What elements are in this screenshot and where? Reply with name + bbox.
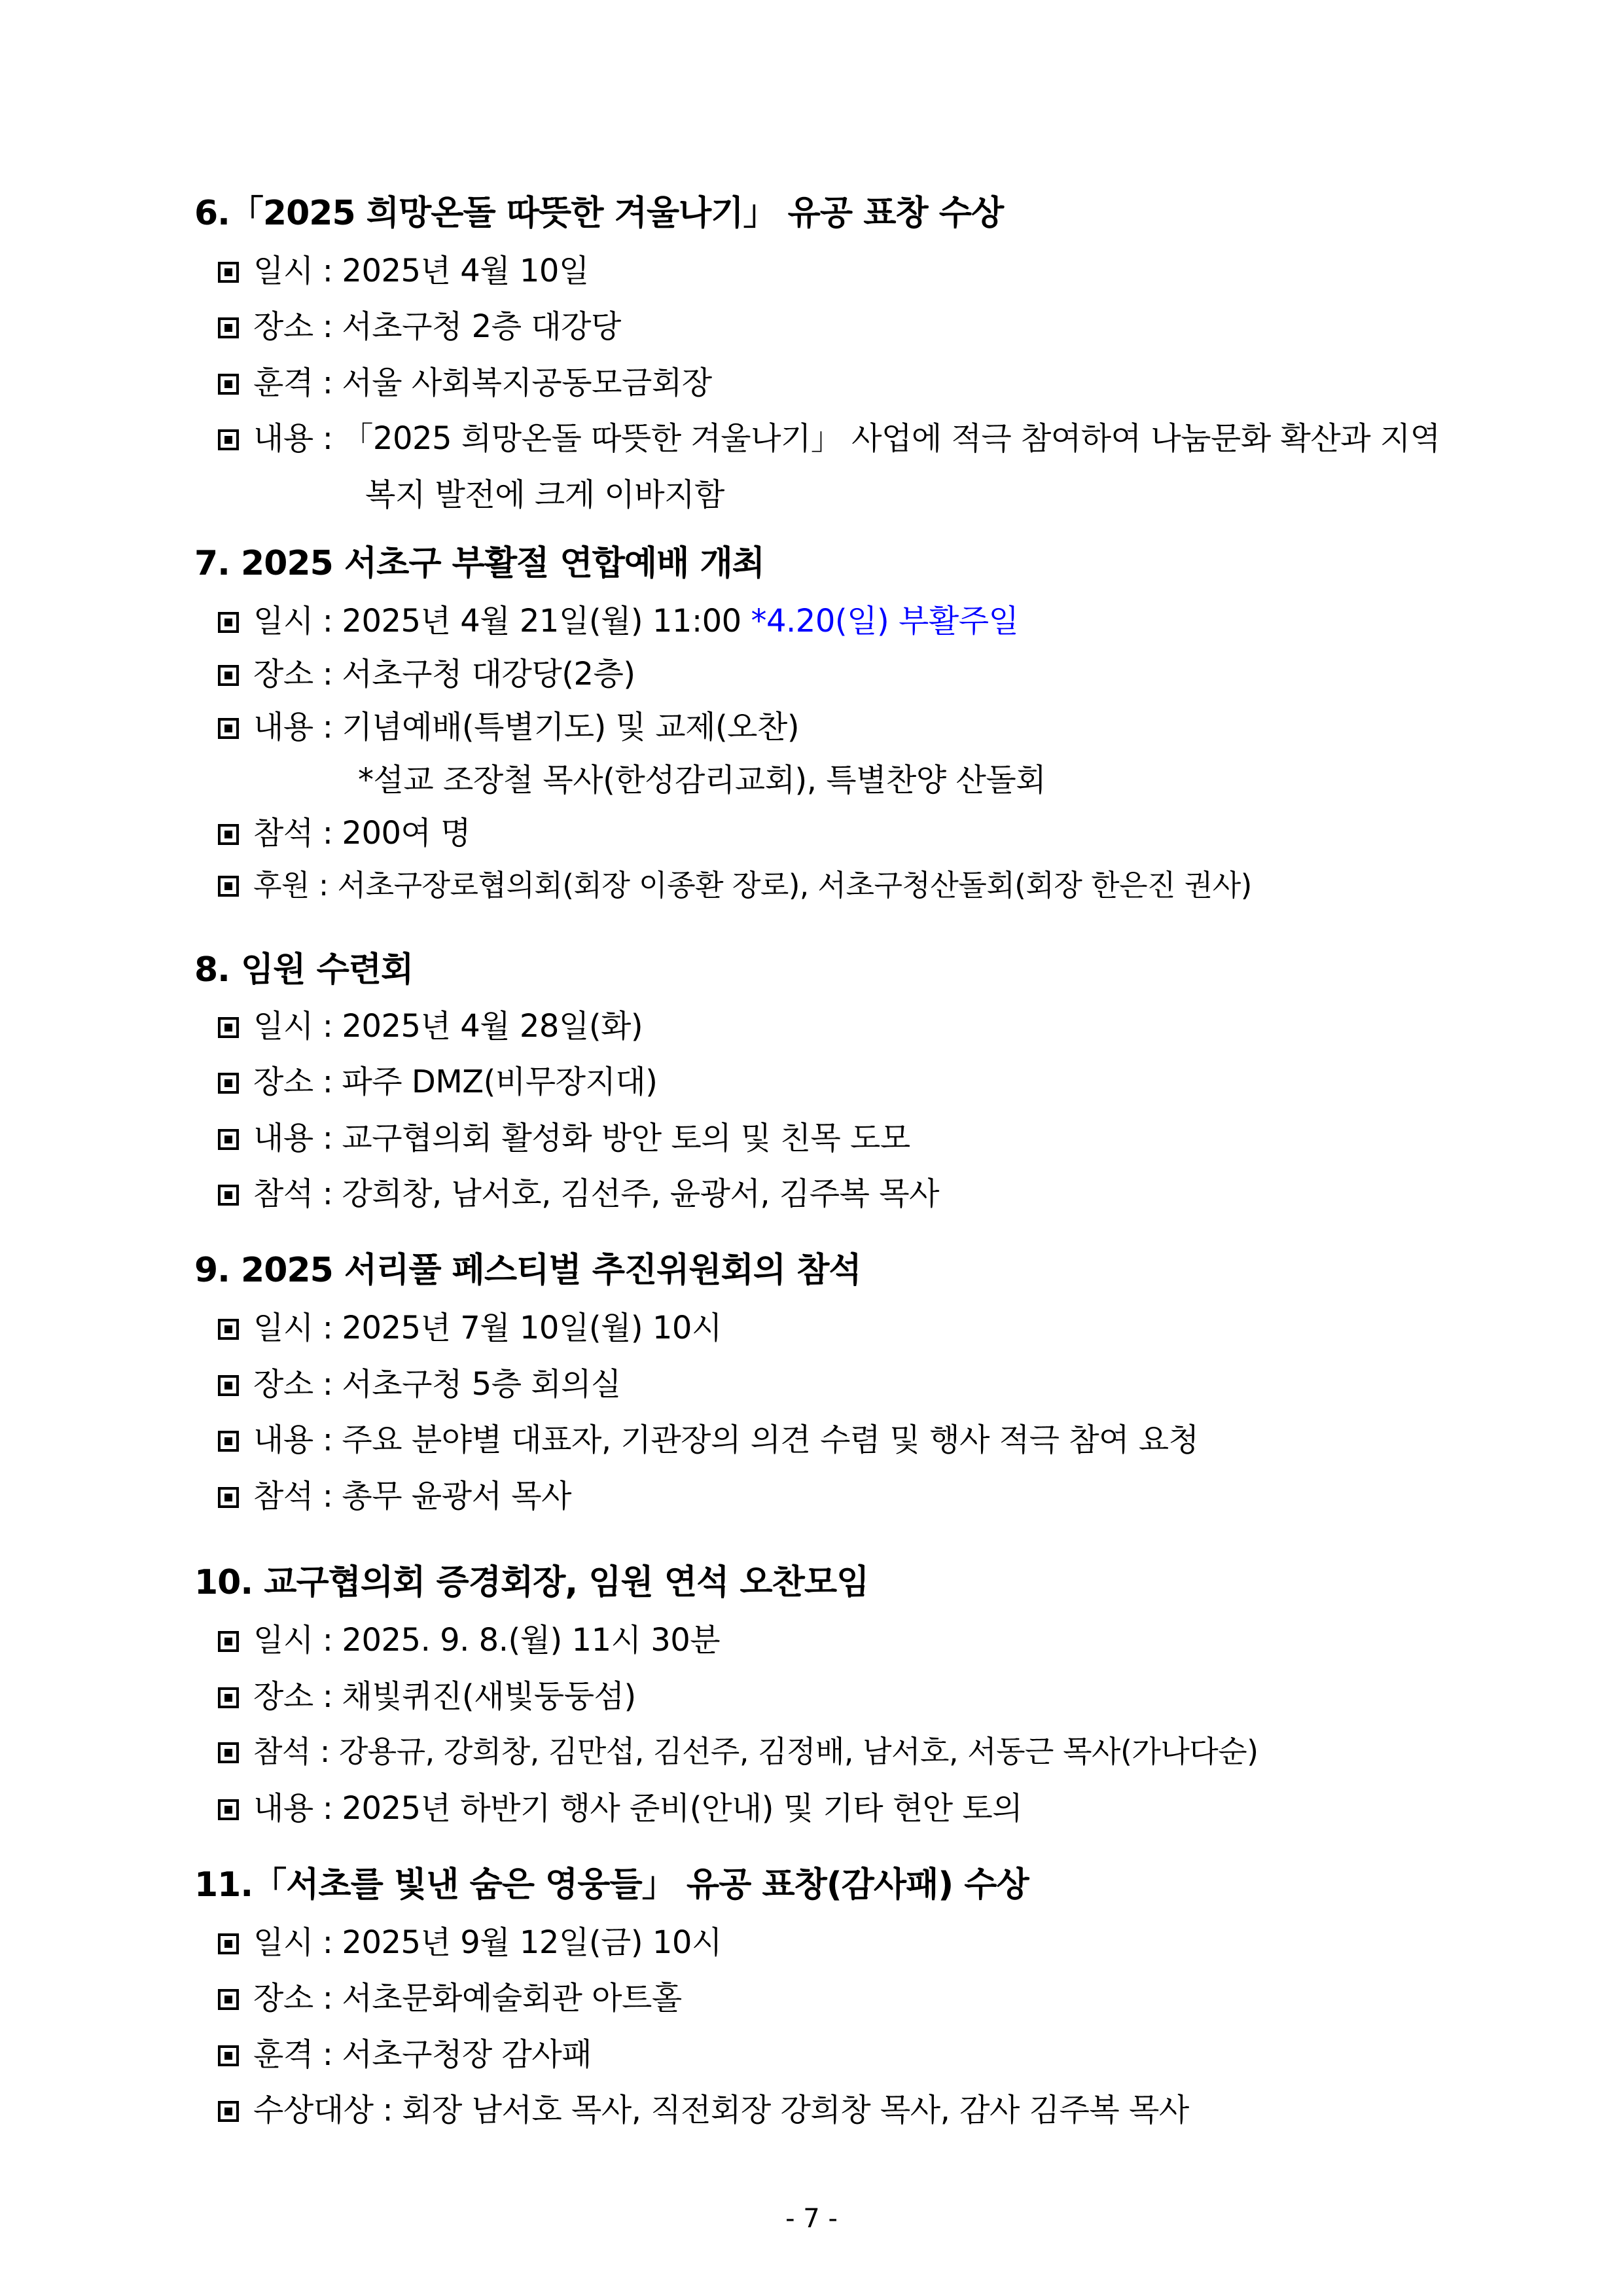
item-label: 장소: [253, 1064, 313, 1100]
item-label: 일시: [253, 1310, 313, 1346]
section-11-title: 11.「서초를 빛낸 숨은 영웅들」 유공 표창(감사패) 수상: [194, 1865, 1029, 1905]
list-item: 장소 : 서초구청 대강당(2층): [218, 658, 635, 690]
list-item: 장소 : 채빛퀴진(새빛둥둥섬): [218, 1681, 636, 1712]
item-label: 장소: [253, 1980, 313, 2017]
item-label: 일시: [253, 1622, 313, 1659]
bullet-icon: [218, 612, 239, 633]
bullet-icon: [218, 2045, 239, 2066]
item-label: 내용: [253, 1120, 313, 1157]
bullet-icon: [218, 1375, 239, 1396]
item-value: 채빛퀴진(새빛둥둥섬): [342, 1678, 636, 1715]
bullet-icon: [218, 429, 239, 450]
bullet-icon: [218, 1631, 239, 1652]
section-8-title: 8. 임원 수련회: [194, 950, 414, 990]
list-item: 참석 : 총무 윤광서 목사: [218, 1480, 571, 1512]
bullet-icon: [218, 1742, 239, 1763]
item-label: 수상대상: [253, 2092, 374, 2128]
section-9-title: 9. 2025 서리풀 페스티벌 추진위원회의 참석: [194, 1251, 861, 1290]
item-label: 장소: [253, 656, 313, 692]
list-item: 후원 : 서초구장로협의회(회장 이종환 장로), 서초구청산돌회(회장 한은진 권사): [218, 870, 1252, 900]
bullet-icon: [218, 1989, 239, 2010]
item-value: 주요 분야별 대표자, 기관장의 의견 수렴 및 행사 적극 참여 요청: [342, 1422, 1199, 1458]
list-item: 장소 : 파주 DMZ(비무장지대): [218, 1066, 657, 1098]
item-label: 내용: [253, 709, 313, 745]
list-item: 참석 : 200여 명: [218, 817, 471, 849]
section-7-title: 7. 2025 서초구 부활절 연합예배 개최: [194, 544, 764, 583]
item-label: 일시: [253, 1924, 313, 1961]
list-item: 장소 : 서초문화예술회관 아트홀: [218, 1982, 682, 2014]
item-label: 참석: [253, 815, 313, 852]
item-label: 일시: [253, 253, 313, 289]
item-value: 서초구청 5층 회의실: [342, 1366, 621, 1403]
item-label: 내용: [253, 1790, 313, 1827]
item-value: 기념예배(특별기도) 및 교제(오찬): [342, 709, 800, 745]
bullet-icon: [218, 1319, 239, 1340]
bullet-icon: [218, 317, 239, 338]
item-value: 강용규, 강희창, 김만섭, 김선주, 김정배, 남서호, 서동근 목사(가나다순): [338, 1734, 1258, 1769]
section-6-title: 6.「2025 희망온돌 따뜻한 겨울나기」 유공 표창 수상: [194, 194, 1004, 233]
list-item: 내용 : 주요 분야별 대표자, 기관장의 의견 수렴 및 행사 적극 참여 요청: [218, 1424, 1198, 1456]
list-item: 참석 : 강희창, 남서호, 김선주, 윤광서, 김주복 목사: [218, 1178, 939, 1210]
list-item: 훈격 : 서울 사회복지공동모금회장: [218, 367, 712, 399]
item-value: 서초구청장 감사패: [342, 2036, 592, 2073]
list-item: 일시 : 2025. 9. 8.(월) 11시 30분: [218, 1624, 720, 1656]
item-value: 총무 윤광서 목사: [342, 1478, 572, 1515]
item-value: 2025년 7월 10일(월) 10시: [342, 1310, 722, 1346]
item-label: 장소: [253, 1366, 313, 1403]
bullet-icon: [218, 2101, 239, 2122]
item-label: 참석: [253, 1478, 313, 1515]
list-item: 내용 : 「2025 희망온돌 따뜻한 겨울나기」 사업에 적극 참여하여 나눔문화 확산과 지역: [218, 423, 1440, 454]
item-continuation: *설교 조장철 목사(한성감리교회), 특별찬양 산돌회: [358, 762, 1046, 798]
item-value: 2025년 4월 28일(화): [342, 1008, 643, 1045]
item-value: 서초구청 대강당(2층): [342, 656, 635, 692]
bullet-icon: [218, 1073, 239, 1094]
list-item: 수상대상 : 회장 남서호 목사, 직전회장 강희창 목사, 감사 김주복 목사: [218, 2094, 1189, 2126]
item-label: 훈격: [253, 365, 313, 401]
list-item: 내용 : 교구협의회 활성화 방안 토의 및 친목 도모: [218, 1122, 910, 1154]
page-number: - 7 -: [785, 2204, 838, 2234]
bullet-icon: [218, 262, 239, 283]
list-item: 훈격 : 서초구청장 감사패: [218, 2039, 592, 2070]
item-label: 후원: [253, 868, 310, 903]
item-continuation: 복지 발전에 크게 이바지함: [365, 476, 724, 513]
list-item: 일시 : 2025년 7월 10일(월) 10시: [218, 1312, 722, 1344]
item-value: 2025년 9월 12일(금) 10시: [342, 1924, 722, 1961]
list-item: 일시 : 2025년 4월 28일(화): [218, 1011, 643, 1042]
item-value: 서울 사회복지공동모금회장: [342, 365, 712, 401]
list-item: 장소 : 서초구청 2층 대강당: [218, 311, 621, 342]
item-label: 참석: [253, 1734, 311, 1769]
bullet-icon: [218, 1687, 239, 1708]
item-value: 서초구장로협의회(회장 이종환 장로), 서초구청산돌회(회장 한은진 권사): [337, 868, 1252, 903]
item-label: 참석: [253, 1175, 313, 1212]
list-item: 일시 : 2025년 4월 10일: [218, 255, 589, 287]
item-label: 일시: [253, 603, 313, 639]
section-10-title: 10. 교구협의회 증경회장, 임원 연석 오찬모임: [194, 1563, 869, 1602]
bullet-icon: [218, 1933, 239, 1954]
item-value: 2025년 4월 10일: [342, 253, 589, 289]
item-value: 파주 DMZ(비무장지대): [342, 1064, 658, 1100]
item-note: *4.20(일) 부활주일: [751, 603, 1019, 639]
item-value: 「2025 희망온돌 따뜻한 겨울나기」 사업에 적극 참여하여 나눔문화 확산과 지역: [342, 420, 1440, 457]
item-value: 200여 명: [342, 815, 471, 852]
list-item: 일시 : 2025년 4월 21일(월) 11:00 *4.20(일) 부활주일: [218, 605, 1018, 637]
item-value: 교구협의회 활성화 방안 토의 및 친목 도모: [342, 1120, 910, 1157]
bullet-icon: [218, 374, 239, 395]
item-label: 내용: [253, 420, 313, 457]
item-label: 장소: [253, 308, 313, 345]
item-value: 2025년 4월 21일(월) 11:00: [342, 603, 741, 639]
bullet-icon: [218, 1431, 239, 1452]
list-item: 일시 : 2025년 9월 12일(금) 10시: [218, 1927, 722, 1958]
item-value: 서초구청 2층 대강당: [342, 308, 621, 345]
bullet-icon: [218, 1185, 239, 1206]
item-label: 장소: [253, 1678, 313, 1715]
item-value: 2025년 하반기 행사 준비(안내) 및 기타 현안 토의: [342, 1790, 1023, 1827]
item-label: 일시: [253, 1008, 313, 1045]
item-label: 훈격: [253, 2036, 313, 2073]
item-value: 강희창, 남서호, 김선주, 윤광서, 김주복 목사: [342, 1175, 939, 1212]
list-item: 장소 : 서초구청 5층 회의실: [218, 1369, 621, 1400]
item-value: 2025. 9. 8.(월) 11시 30분: [342, 1622, 721, 1659]
list-item: 내용 : 2025년 하반기 행사 준비(안내) 및 기타 현안 토의: [218, 1793, 1022, 1824]
bullet-icon: [218, 718, 239, 739]
bullet-icon: [218, 824, 239, 845]
list-item: 참석 : 강용규, 강희창, 김만섭, 김선주, 김정배, 남서호, 서동근 목사(가나다순): [218, 1736, 1258, 1767]
bullet-icon: [218, 1487, 239, 1508]
bullet-icon: [218, 665, 239, 686]
item-value: 서초문화예술회관 아트홀: [342, 1980, 682, 2017]
bullet-icon: [218, 1799, 239, 1820]
item-label: 내용: [253, 1422, 313, 1458]
bullet-icon: [218, 876, 239, 897]
bullet-icon: [218, 1129, 239, 1150]
bullet-icon: [218, 1017, 239, 1038]
item-value: 회장 남서호 목사, 직전회장 강희창 목사, 감사 김주복 목사: [402, 2092, 1189, 2128]
list-item: 내용 : 기념예배(특별기도) 및 교제(오찬): [218, 711, 799, 743]
